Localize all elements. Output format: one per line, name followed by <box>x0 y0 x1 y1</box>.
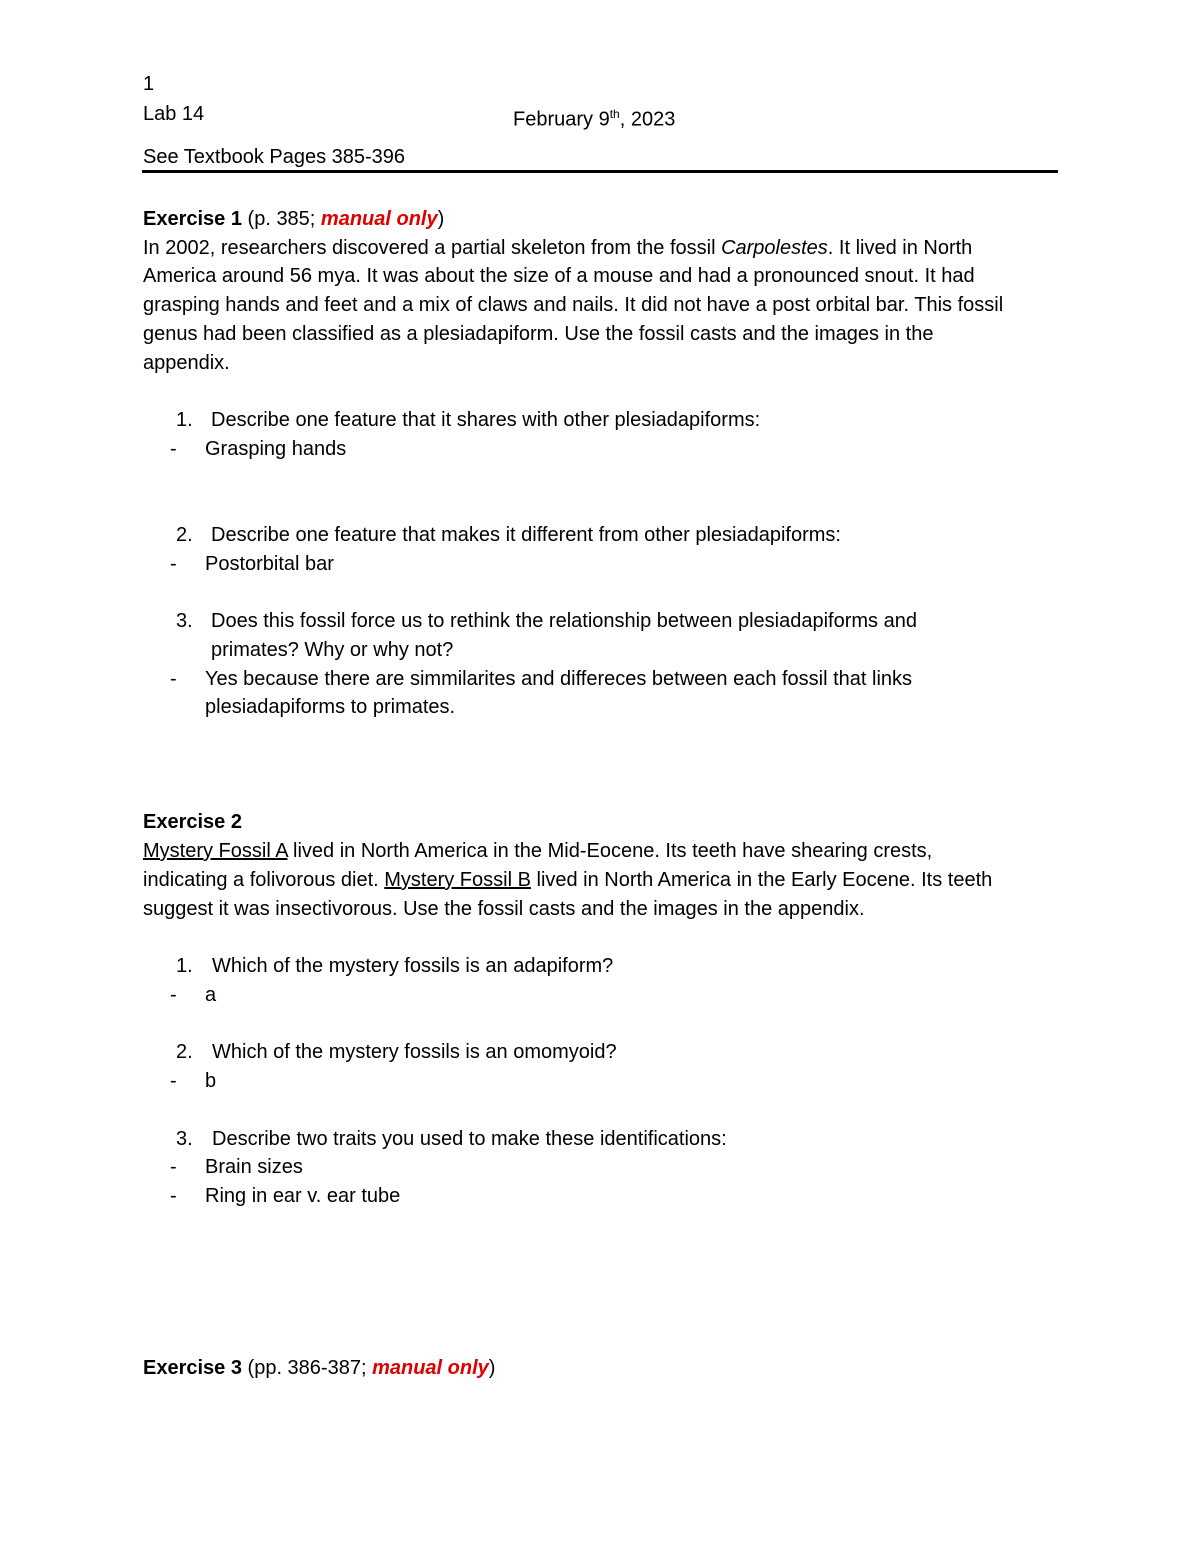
page-number: 1 <box>143 73 155 95</box>
exercise-1-question-2: Describe one feature that makes it different from other plesiadapiforms: <box>211 524 841 546</box>
exercise-3-heading: Exercise 3 (pp. 386-387; manual only) <box>143 1357 496 1379</box>
exercise-1-question-3-cont: primates? Why or why not? <box>211 639 454 661</box>
exercise-2-heading: Exercise 2 <box>143 811 242 833</box>
exercise-2-answer-3-item: Ring in ear v. ear tube <box>205 1185 401 1207</box>
answer-dash: - <box>170 984 177 1006</box>
question-number: 3. <box>176 610 193 632</box>
exercise-2-answer-1: a <box>205 984 217 1006</box>
exercise-1-answer-1: Grasping hands <box>205 438 347 460</box>
exercise-1-answer-2: Postorbital bar <box>205 553 334 575</box>
answer-dash: - <box>170 668 177 690</box>
lab-title: Lab 14 <box>143 103 205 125</box>
answer-dash: - <box>170 1070 177 1092</box>
exercise-1-heading: Exercise 1 (p. 385; manual only) <box>143 208 445 230</box>
question-number: 2. <box>176 1041 193 1063</box>
exercise-1-intro-line: In 2002, researchers discovered a partial skeleton from the fossil Carpolestes. It lived in North <box>143 237 973 259</box>
question-number: 1. <box>176 955 193 977</box>
exercise-2-question-2: Which of the mystery fossils is an omomyoid? <box>212 1041 617 1063</box>
exercise-2-question-1: Which of the mystery fossils is an adapiform? <box>212 955 614 977</box>
exercise-2-intro-line: indicating a folivorous diet. Mystery Fossil B lived in North America in the Early Eocene. Its teeth <box>143 869 993 891</box>
exercise-1-answer-3: Yes because there are simmilarites and differeces between each fossil that links <box>205 668 913 690</box>
answer-dash: - <box>170 1185 177 1207</box>
lab-date: February 9th, 2023 <box>513 107 676 131</box>
exercise-2-intro-line: Mystery Fossil A lived in North America in the Mid-Eocene. Its teeth have shearing crests, <box>143 840 933 862</box>
exercise-1-answer-3-cont: plesiadapiforms to primates. <box>205 696 456 718</box>
exercise-1-question-1: Describe one feature that it shares with other plesiadapiforms: <box>211 409 761 431</box>
question-number: 3. <box>176 1128 193 1150</box>
textbook-reference: See Textbook Pages 385-396 <box>143 146 406 168</box>
exercise-1-intro-line: appendix. <box>143 352 230 374</box>
exercise-2-intro-line: suggest it was insectivorous. Use the fossil casts and the images in the appendix. <box>143 898 865 920</box>
question-number: 1. <box>176 409 193 431</box>
exercise-1-intro-line: America around 56 mya. It was about the size of a mouse and had a pronounced snout. It had <box>143 265 975 287</box>
header-rule <box>142 170 1058 173</box>
answer-dash: - <box>170 553 177 575</box>
answer-dash: - <box>170 438 177 460</box>
exercise-2-answer-2: b <box>205 1070 217 1092</box>
exercise-2-question-3: Describe two traits you used to make these identifications: <box>212 1128 727 1150</box>
exercise-2-answer-3-item: Brain sizes <box>205 1156 303 1178</box>
exercise-1-intro-line: genus had been classified as a plesiadapiform. Use the fossil casts and the images in the <box>143 323 934 345</box>
answer-dash: - <box>170 1156 177 1178</box>
exercise-1-intro-line: grasping hands and feet and a mix of claws and nails. It did not have a post orbital bar. This fossil <box>143 294 1004 316</box>
question-number: 2. <box>176 524 193 546</box>
exercise-1-question-3: Does this fossil force us to rethink the relationship between plesiadapiforms and <box>211 610 917 632</box>
